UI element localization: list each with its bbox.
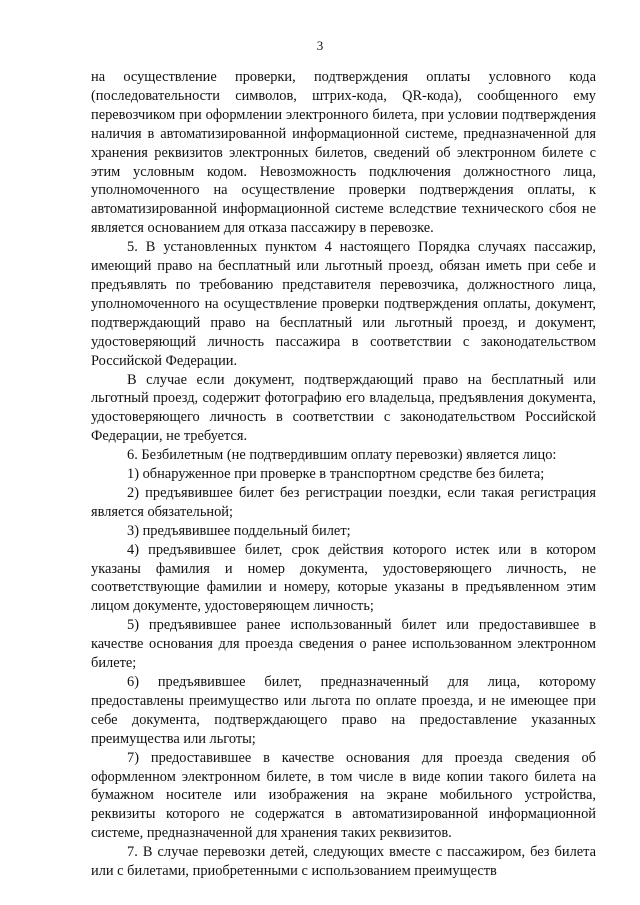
- paragraph-item-7: 7. В случае перевозки детей, следующих вместе с пассажиром, без билета или с билетами, приобретенными с использованием преимуществ: [91, 844, 596, 880]
- list-item-6-7: 7) предоставившее в качестве основания для проезда сведения об оформленном электронном билете, в том числе в виде копии такого билета на бумажном носителе или изображения на экране мобильного устройства, реквизиты которого не содержатся в автоматизированной информационной системе, предназначенной для хранения таких реквизитов.: [91, 749, 596, 842]
- list-item-6-4: 4) предъявившее билет, срок действия которого истек или в котором указаны фамилия и номер документа, удостоверяющего личность, не соответствующие фамилии и номеру, которые указаны в предъявленном этим лицом документе, удостоверяющем личность;: [91, 541, 596, 615]
- paragraph-item-5: 5. В установленных пунктом 4 настоящего Порядка случаях пассажир, имеющий право на бесплатный или льготный проезд, обязан иметь при себе и предъявлять по требованию представителя перевозчика, должностного лица, уполномоченного на осуществление проверки подтверждения оплаты, документ, подтверждающий право на бесплатный или льготный проезд, и документ, удостоверяющий личность пассажира в соответствии с законодательством Российской Федерации.: [91, 239, 596, 369]
- paragraph-continuation: на осуществление проверки, подтверждения оплаты условного кода (последовательности символов, штрих-кода, QR-кода), сообщенного ему перевозчиком при оформлении электронного билета, при условии подтверждения наличия в автоматизированной информационной системе, предназначенной для хранения реквизитов электронных билетов, сведений об электронном билете с этим условным кодом. Невозможность подключения должностного лица, уполномоченного на осуществление проверки подтверждения оплаты, к автоматизированной информационной системе вследствие технического сбоя не является основанием для отказа пассажиру в перевозке.: [91, 69, 596, 237]
- list-item-6-5: 5) предъявившее ранее использованный билет или предоставившее в качестве основания для проезда сведения о ранее использованном электронном билете;: [91, 617, 596, 672]
- list-item-6-6: 6) предъявившее билет, предназначенный для лица, которому предоставлены преимущество или льгота по оплате проезда, и не имеющее при себе документа, подтверждающего право на предоставление указанных преимущества или льготы;: [91, 674, 596, 747]
- list-item-6-3: 3) предъявившее поддельный билет;: [127, 522, 351, 539]
- page-number: 3: [316, 38, 324, 53]
- document-body: [91, 68, 596, 881]
- paragraph-item-6: 6. Безбилетным (не подтвердившим оплату перевозки) является лицо:: [127, 447, 557, 464]
- paragraph-item-5-photo-document: В случае если документ, подтверждающий право на бесплатный или льготный проезд, содержит фотографию его владельца, предъявления документа, удостоверяющего личность в соответствии с законодательством Российской Федерации, не требуется.: [91, 371, 596, 445]
- list-item-6-1: 1) обнаруженное при проверке в транспортном средстве без билета;: [127, 466, 545, 483]
- list-item-6-2: 2) предъявившее билет без регистрации поездки, если такая регистрация является обязательной;: [91, 484, 596, 520]
